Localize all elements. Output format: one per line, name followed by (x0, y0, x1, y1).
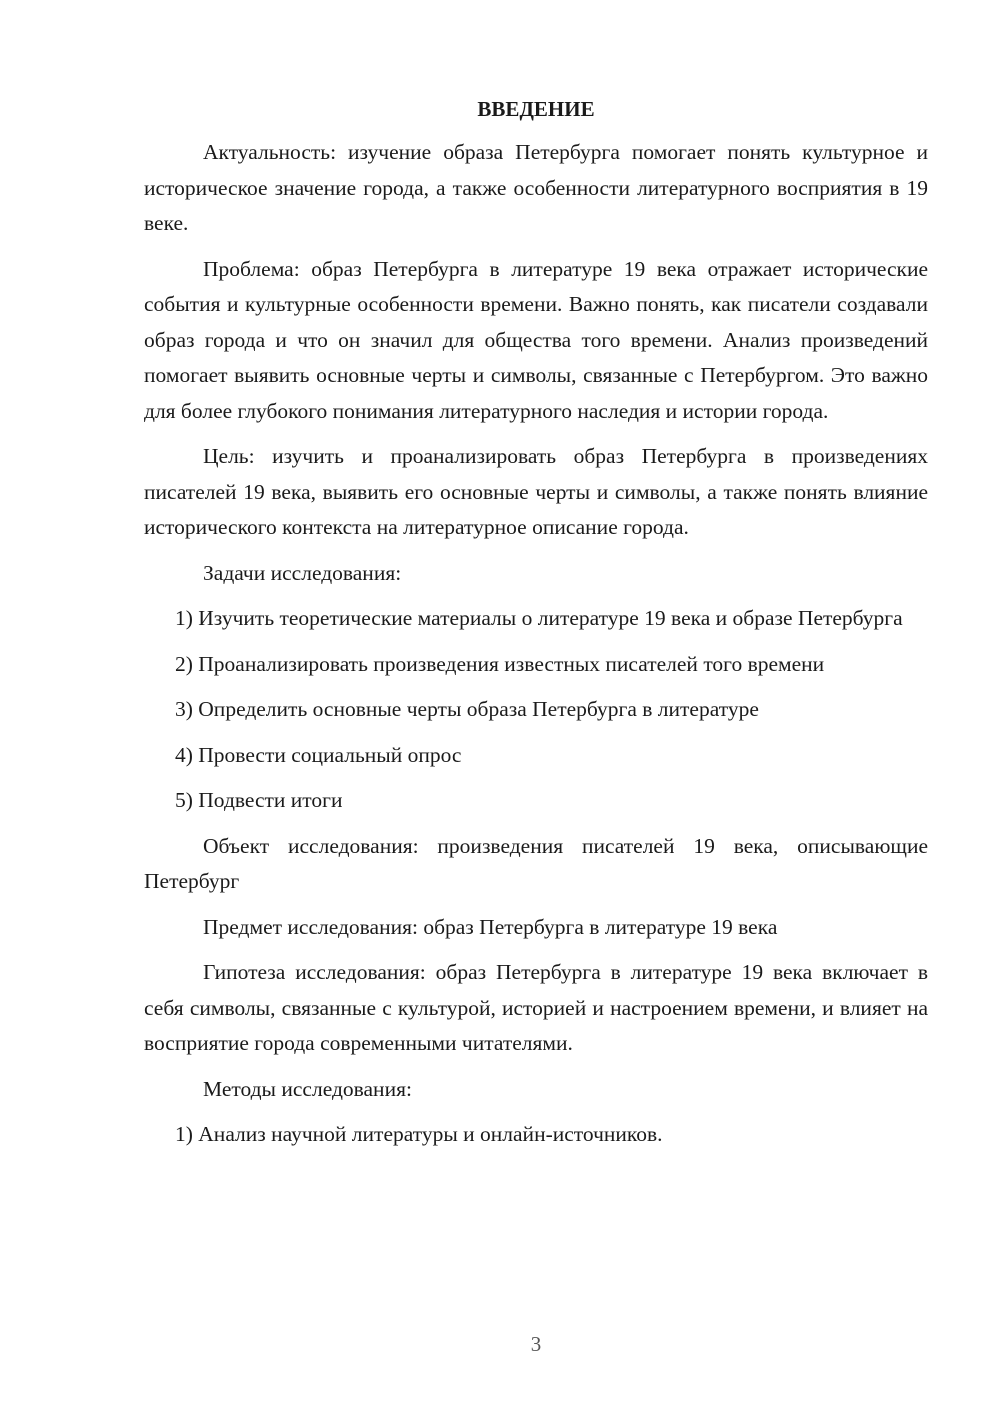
problem-paragraph: Проблема: образ Петербурга в литературе 19 века отражает исторические события и культурные особенности времени. Важно понять, как писатели создавали образ города и что он значил для общества того времени. Анализ произведений помогает выявить основные черты и символы, связанные с Петербургом. Это важно для более глубокого понимания литературного наследия и истории города. (144, 256, 928, 423)
goal-paragraph: Цель: изучить и проанализировать образ Петербурга в произведениях писателей 19 века, выявить его основные черты и символы, а также понять влияние исторического контекста на литературное описание города. (144, 444, 928, 539)
list-item: 3) Определить основные черты образа Петербурга в литературе (175, 697, 759, 721)
object-paragraph: Объект исследования: произведения писателей 19 века, описывающие Петербург (144, 833, 928, 893)
relevance-paragraph: Актуальность: изучение образа Петербурга помогает понять культурное и историческое значение города, а также особенности литературного восприятия в 19 веке. (144, 140, 928, 235)
subject-paragraph: Предмет исследования: образ Петербурга в литературе 19 века (203, 914, 778, 939)
list-item: 4) Провести социальный опрос (175, 742, 462, 767)
tasks-heading: Задачи исследования: (203, 560, 402, 585)
section-title: ВВЕДЕНИЕ (477, 97, 595, 121)
list-item: 5) Подвести итоги (175, 788, 343, 812)
methods-list (144, 1117, 928, 1153)
document-page (144, 92, 928, 1163)
list-item: 1) Изучить теоретические материалы о литературе 19 века и образе Петербурга (175, 606, 903, 630)
page-number: 3 (530, 1332, 542, 1356)
tasks-list (144, 601, 928, 819)
hypothesis-paragraph: Гипотеза исследования: образ Петербурга в литературе 19 века включает в себя символы, связанные с культурой, историей и настроением времени, и влияет на восприятие города современными читателями. (144, 960, 928, 1055)
list-item: 1) Анализ научной литературы и онлайн-источников. (175, 1122, 663, 1146)
list-item: 2) Проанализировать произведения известных писателей того времени (175, 651, 825, 676)
methods-heading: Методы исследования: (203, 1076, 412, 1101)
